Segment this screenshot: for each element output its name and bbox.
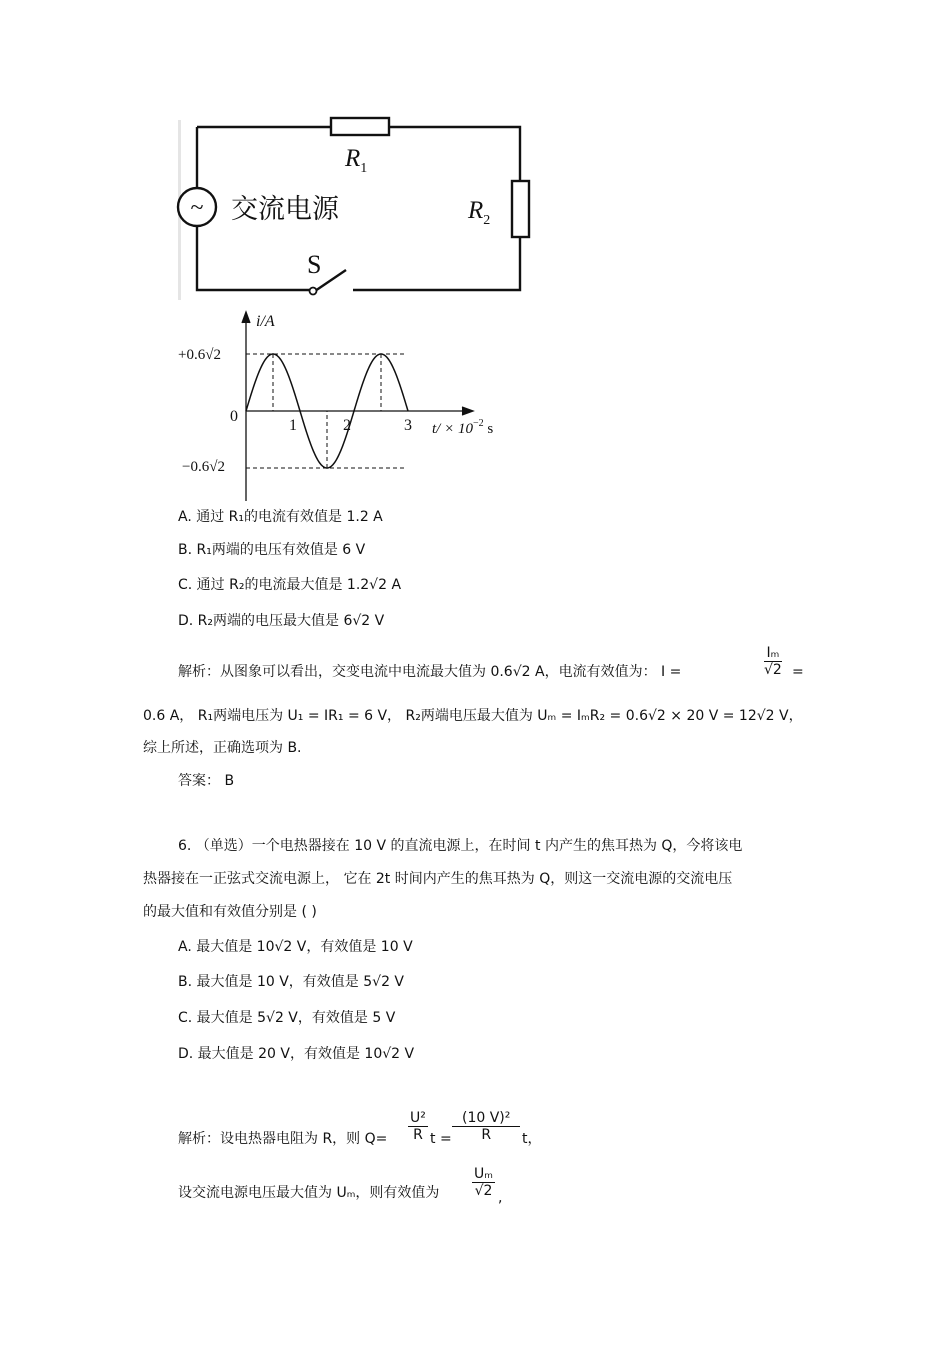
q6-analysis-line1-mid: t = — [430, 1131, 452, 1147]
q6-option-c: C. 最大值是 5√2 V，有效值是 5 V — [178, 1010, 396, 1026]
ac-source-tilde: ~ — [190, 195, 204, 221]
q6-option-a: A. 最大值是 10√2 V，有效值是 10 V — [178, 939, 413, 955]
fraction-numerator: U² — [410, 1110, 426, 1126]
x-tick-label: 2 — [343, 417, 351, 434]
ymin-tick-label: −0.6√2 — [182, 459, 225, 475]
ac-source-label: 交流电源 — [231, 194, 339, 225]
origin-label: 0 — [230, 408, 238, 425]
fraction-denominator: √2 — [764, 662, 782, 678]
x-axis-arrow — [462, 407, 473, 415]
x-tick-label: 1 — [289, 417, 297, 434]
q5-analysis-line1: 解析：从图象可以看出，交变电流中电流最大值为 0.6√2 A，电流有效值为： I = — [178, 664, 682, 680]
r2-letter: R — [468, 197, 484, 224]
x-axis-label-main: t/ × 10 — [432, 421, 473, 437]
q6-analysis-line2-pre: 设交流电源电压最大值为 Uₘ，则有效值为 — [178, 1185, 440, 1201]
current-graph — [170, 305, 515, 505]
resistor-r2-symbol — [512, 181, 529, 237]
q6-fraction-um-over-root2 — [472, 1166, 495, 1199]
fraction-numerator: (10 V)² — [452, 1110, 520, 1127]
q6-fraction-u2-over-r — [408, 1110, 428, 1143]
r2-sub: 2 — [483, 213, 491, 228]
q5-analysis-line1-tail: = — [792, 664, 804, 680]
switch-label: S — [307, 250, 322, 279]
x-axis-label — [432, 418, 493, 437]
q6-analysis-line2-tail: , — [498, 1190, 503, 1206]
q5-analysis-line3: 综上所述，正确选项为 B. — [143, 740, 302, 756]
ymax-tick-label: +0.6√2 — [178, 347, 221, 363]
q6-stem-line1: 6. （单选）一个电热器接在 10 V 的直流电源上，在时间 t 内产生的焦耳热为 Q，今将该电 — [178, 838, 743, 854]
q6-stem-line3: 的最大值和有效值分别是 ( ) — [143, 904, 317, 920]
q6-option-d: D. 最大值是 20 V，有效值是 10√2 V — [178, 1046, 415, 1062]
circuit-diagram — [175, 108, 535, 300]
fraction-denominator: R — [481, 1127, 492, 1143]
y-axis-arrow — [242, 312, 250, 323]
x-tick-label: 3 — [404, 417, 412, 434]
x-axis-label-exp: −2 — [472, 418, 484, 429]
q5-option-d: D. R₂两端的电压最大值是 6√2 V — [178, 613, 385, 629]
r1-sub: 1 — [360, 161, 368, 176]
fraction-numerator: Uₘ — [474, 1166, 493, 1182]
q6-analysis-line1-tail: t， — [522, 1131, 542, 1147]
q5-answer: 答案： B — [178, 773, 235, 789]
q6-option-b: B. 最大值是 10 V，有效值是 5√2 V — [178, 974, 405, 990]
q6-fraction-10v2-over-r — [452, 1110, 520, 1143]
switch-pivot — [310, 288, 317, 295]
q6-stem-line2: 热器接在一正弦式交流电源上， 它在 2t 时间内产生的焦耳热为 Q，则这一交流电源的交流电压 — [143, 871, 733, 887]
fraction-numerator: Iₘ — [764, 645, 782, 662]
fraction-denominator: √2 — [474, 1183, 493, 1199]
resistor-r1-symbol — [331, 118, 389, 135]
q5-option-c: C. 通过 R₂的电流最大值是 1.2√2 A — [178, 577, 402, 593]
q5-analysis-fraction — [764, 645, 782, 678]
r1-letter: R — [345, 145, 361, 172]
q6-analysis-line1-pre: 解析：设电热器电阻为 R，则 Q= — [178, 1131, 388, 1147]
x-axis-label-unit: s — [483, 421, 494, 437]
y-axis-label: i/A — [256, 313, 275, 330]
q5-option-a: A. 通过 R₁的电流有效值是 1.2 A — [178, 509, 383, 525]
q5-analysis-line2: 0.6 A， R₁两端电压为 U₁ = IR₁ = 6 V， R₂两端电压最大值为 Uₘ = IₘR₂ = 0.6√2 × 20 V = 12√2 V， — [143, 708, 803, 724]
q5-option-b: B. R₁两端的电压有效值是 6 V — [178, 542, 366, 558]
fraction-denominator: R — [413, 1127, 423, 1143]
